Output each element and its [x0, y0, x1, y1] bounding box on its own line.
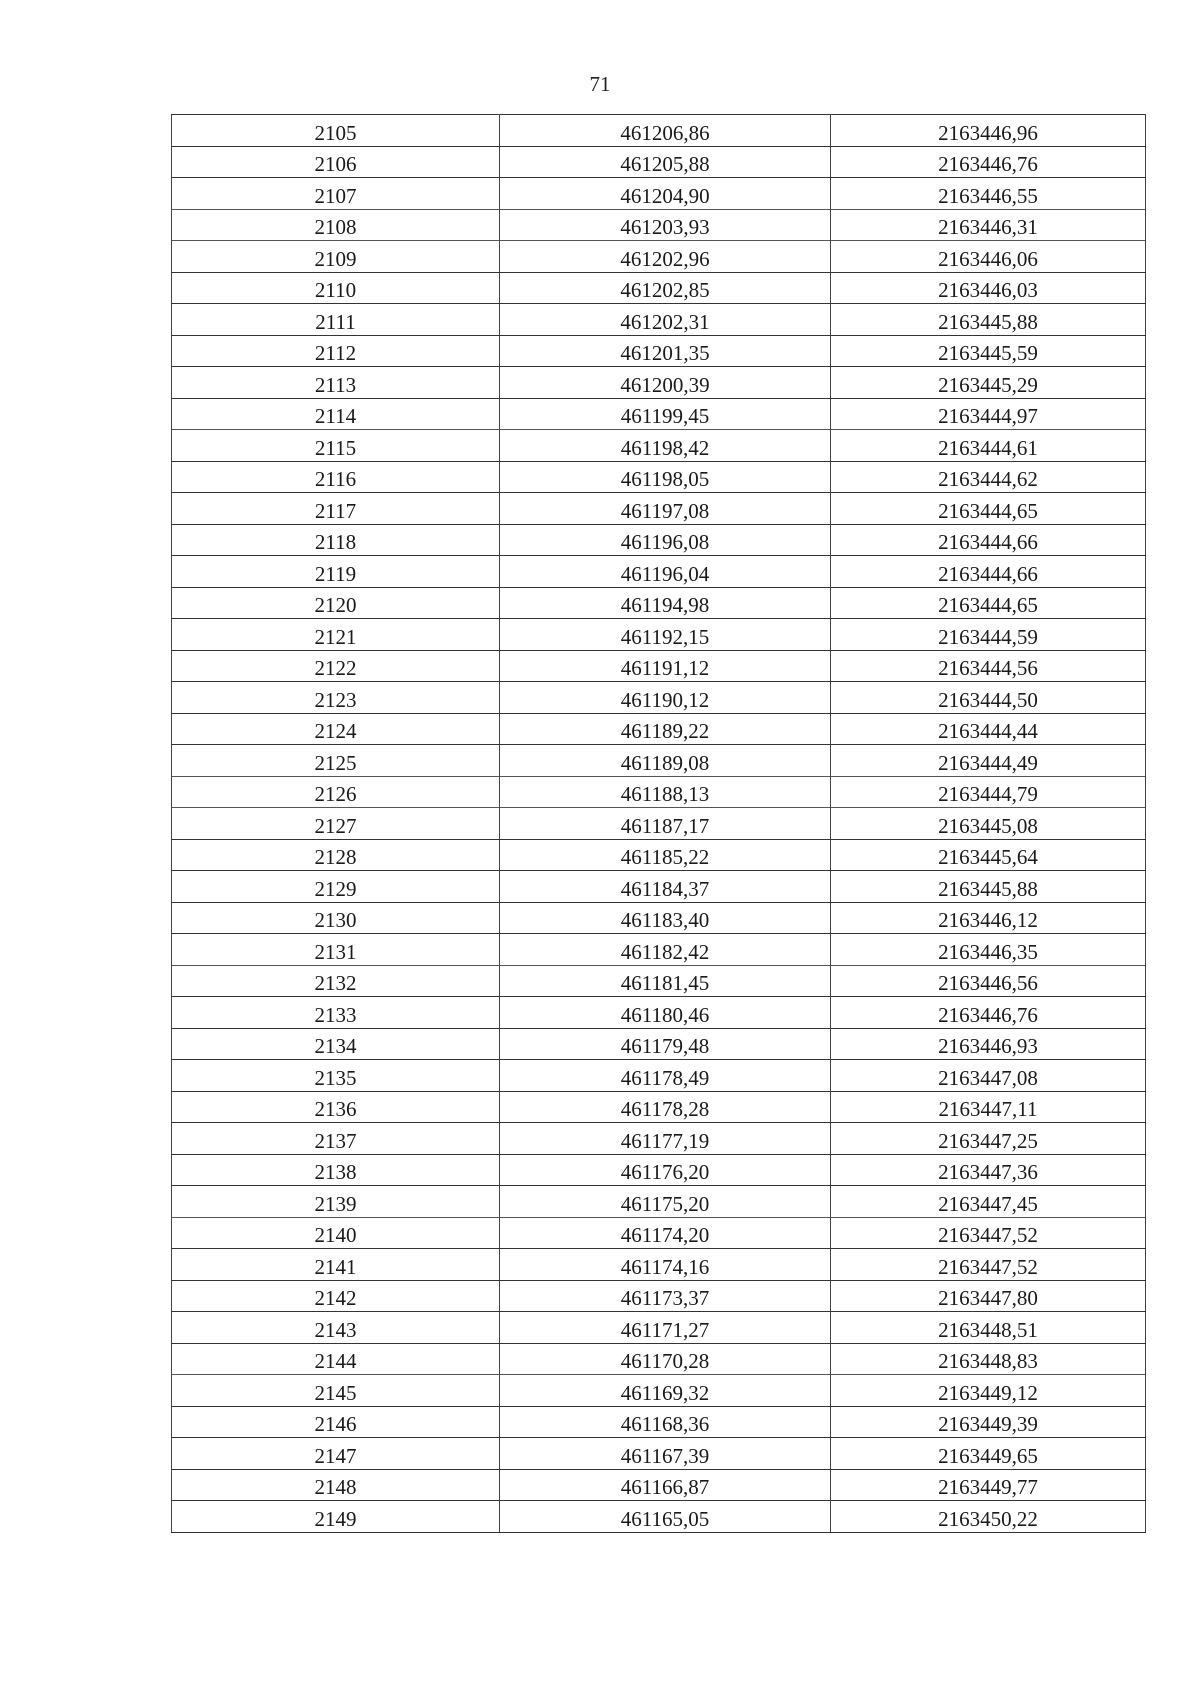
- y-coordinate-cell: 2163445,59: [831, 335, 1146, 367]
- table-row: [172, 650, 1146, 682]
- y-coordinate-cell: 2163450,22: [831, 1501, 1146, 1533]
- y-coordinate-cell: 2163449,12: [831, 1375, 1146, 1407]
- x-coordinate-cell: 461178,28: [500, 1091, 831, 1123]
- y-coordinate-cell: 2163444,49: [831, 745, 1146, 777]
- table-row: [172, 1312, 1146, 1344]
- y-coordinate-cell: 2163445,64: [831, 839, 1146, 871]
- table-row: [172, 1028, 1146, 1060]
- point-number-cell: 2112: [172, 335, 500, 367]
- point-number-cell: 2139: [172, 1186, 500, 1218]
- coordinates-table-body: [172, 115, 1146, 1533]
- x-coordinate-cell: 461181,45: [500, 965, 831, 997]
- x-coordinate-cell: 461174,20: [500, 1217, 831, 1249]
- y-coordinate-cell: 2163444,65: [831, 587, 1146, 619]
- y-coordinate-cell: 2163449,77: [831, 1469, 1146, 1501]
- coordinates-table: [171, 114, 1146, 1533]
- table-row: [172, 587, 1146, 619]
- point-number-cell: 2141: [172, 1249, 500, 1281]
- table-row: [172, 776, 1146, 808]
- point-number-cell: 2117: [172, 493, 500, 525]
- point-number-cell: 2126: [172, 776, 500, 808]
- y-coordinate-cell: 2163444,62: [831, 461, 1146, 493]
- y-coordinate-cell: 2163447,52: [831, 1249, 1146, 1281]
- point-number-cell: 2147: [172, 1438, 500, 1470]
- point-number-cell: 2132: [172, 965, 500, 997]
- table-row: [172, 493, 1146, 525]
- y-coordinate-cell: 2163446,76: [831, 997, 1146, 1029]
- point-number-cell: 2114: [172, 398, 500, 430]
- x-coordinate-cell: 461204,90: [500, 178, 831, 210]
- table-row: [172, 1249, 1146, 1281]
- x-coordinate-cell: 461196,08: [500, 524, 831, 556]
- y-coordinate-cell: 2163448,83: [831, 1343, 1146, 1375]
- y-coordinate-cell: 2163447,52: [831, 1217, 1146, 1249]
- x-coordinate-cell: 461200,39: [500, 367, 831, 399]
- x-coordinate-cell: 461198,42: [500, 430, 831, 462]
- x-coordinate-cell: 461198,05: [500, 461, 831, 493]
- point-number-cell: 2116: [172, 461, 500, 493]
- table-row: [172, 1091, 1146, 1123]
- y-coordinate-cell: 2163446,03: [831, 272, 1146, 304]
- table-row: [172, 1123, 1146, 1155]
- table-row: [172, 178, 1146, 210]
- table-row: [172, 619, 1146, 651]
- x-coordinate-cell: 461179,48: [500, 1028, 831, 1060]
- point-number-cell: 2145: [172, 1375, 500, 1407]
- x-coordinate-cell: 461202,85: [500, 272, 831, 304]
- x-coordinate-cell: 461205,88: [500, 146, 831, 178]
- y-coordinate-cell: 2163444,97: [831, 398, 1146, 430]
- point-number-cell: 2118: [172, 524, 500, 556]
- point-number-cell: 2105: [172, 115, 500, 147]
- x-coordinate-cell: 461185,22: [500, 839, 831, 871]
- table-row: [172, 1060, 1146, 1092]
- point-number-cell: 2125: [172, 745, 500, 777]
- y-coordinate-cell: 2163446,76: [831, 146, 1146, 178]
- y-coordinate-cell: 2163446,12: [831, 902, 1146, 934]
- y-coordinate-cell: 2163447,45: [831, 1186, 1146, 1218]
- x-coordinate-cell: 461165,05: [500, 1501, 831, 1533]
- x-coordinate-cell: 461188,13: [500, 776, 831, 808]
- y-coordinate-cell: 2163444,59: [831, 619, 1146, 651]
- x-coordinate-cell: 461177,19: [500, 1123, 831, 1155]
- table-row: [172, 1343, 1146, 1375]
- y-coordinate-cell: 2163447,08: [831, 1060, 1146, 1092]
- x-coordinate-cell: 461191,12: [500, 650, 831, 682]
- y-coordinate-cell: 2163444,66: [831, 556, 1146, 588]
- x-coordinate-cell: 461175,20: [500, 1186, 831, 1218]
- point-number-cell: 2140: [172, 1217, 500, 1249]
- point-number-cell: 2142: [172, 1280, 500, 1312]
- y-coordinate-cell: 2163447,25: [831, 1123, 1146, 1155]
- point-number-cell: 2107: [172, 178, 500, 210]
- point-number-cell: 2121: [172, 619, 500, 651]
- x-coordinate-cell: 461190,12: [500, 682, 831, 714]
- x-coordinate-cell: 461182,42: [500, 934, 831, 966]
- table-row: [172, 1186, 1146, 1218]
- x-coordinate-cell: 461184,37: [500, 871, 831, 903]
- y-coordinate-cell: 2163445,88: [831, 871, 1146, 903]
- table-row: [172, 1217, 1146, 1249]
- table-row: [172, 745, 1146, 777]
- point-number-cell: 2122: [172, 650, 500, 682]
- x-coordinate-cell: 461202,31: [500, 304, 831, 336]
- table-row: [172, 1375, 1146, 1407]
- point-number-cell: 2130: [172, 902, 500, 934]
- point-number-cell: 2129: [172, 871, 500, 903]
- point-number-cell: 2108: [172, 209, 500, 241]
- table-row: [172, 1438, 1146, 1470]
- table-row: [172, 209, 1146, 241]
- x-coordinate-cell: 461169,32: [500, 1375, 831, 1407]
- table-row: [172, 682, 1146, 714]
- table-row: [172, 1280, 1146, 1312]
- y-coordinate-cell: 2163446,96: [831, 115, 1146, 147]
- table-row: [172, 461, 1146, 493]
- x-coordinate-cell: 461170,28: [500, 1343, 831, 1375]
- y-coordinate-cell: 2163445,29: [831, 367, 1146, 399]
- table-row: [172, 808, 1146, 840]
- y-coordinate-cell: 2163445,88: [831, 304, 1146, 336]
- y-coordinate-cell: 2163446,93: [831, 1028, 1146, 1060]
- y-coordinate-cell: 2163449,39: [831, 1406, 1146, 1438]
- x-coordinate-cell: 461196,04: [500, 556, 831, 588]
- y-coordinate-cell: 2163448,51: [831, 1312, 1146, 1344]
- point-number-cell: 2149: [172, 1501, 500, 1533]
- table-row: [172, 241, 1146, 273]
- x-coordinate-cell: 461176,20: [500, 1154, 831, 1186]
- point-number-cell: 2133: [172, 997, 500, 1029]
- y-coordinate-cell: 2163444,65: [831, 493, 1146, 525]
- table-row: [172, 272, 1146, 304]
- x-coordinate-cell: 461187,17: [500, 808, 831, 840]
- y-coordinate-cell: 2163444,61: [831, 430, 1146, 462]
- table-row: [172, 902, 1146, 934]
- point-number-cell: 2127: [172, 808, 500, 840]
- y-coordinate-cell: 2163444,56: [831, 650, 1146, 682]
- y-coordinate-cell: 2163446,35: [831, 934, 1146, 966]
- table-row: [172, 713, 1146, 745]
- point-number-cell: 2136: [172, 1091, 500, 1123]
- x-coordinate-cell: 461206,86: [500, 115, 831, 147]
- table-row: [172, 146, 1146, 178]
- table-row: [172, 1406, 1146, 1438]
- x-coordinate-cell: 461171,27: [500, 1312, 831, 1344]
- table-row: [172, 335, 1146, 367]
- y-coordinate-cell: 2163444,44: [831, 713, 1146, 745]
- point-number-cell: 2131: [172, 934, 500, 966]
- table-row: [172, 430, 1146, 462]
- x-coordinate-cell: 461197,08: [500, 493, 831, 525]
- table-row: [172, 398, 1146, 430]
- table-row: [172, 304, 1146, 336]
- point-number-cell: 2137: [172, 1123, 500, 1155]
- y-coordinate-cell: 2163444,50: [831, 682, 1146, 714]
- y-coordinate-cell: 2163446,31: [831, 209, 1146, 241]
- point-number-cell: 2119: [172, 556, 500, 588]
- x-coordinate-cell: 461194,98: [500, 587, 831, 619]
- y-coordinate-cell: 2163444,66: [831, 524, 1146, 556]
- point-number-cell: 2111: [172, 304, 500, 336]
- point-number-cell: 2135: [172, 1060, 500, 1092]
- point-number-cell: 2124: [172, 713, 500, 745]
- point-number-cell: 2144: [172, 1343, 500, 1375]
- x-coordinate-cell: 461174,16: [500, 1249, 831, 1281]
- page-number: 71: [589, 72, 611, 96]
- table-row: [172, 839, 1146, 871]
- y-coordinate-cell: 2163447,36: [831, 1154, 1146, 1186]
- point-number-cell: 2138: [172, 1154, 500, 1186]
- x-coordinate-cell: 461167,39: [500, 1438, 831, 1470]
- y-coordinate-cell: 2163444,79: [831, 776, 1146, 808]
- point-number-cell: 2128: [172, 839, 500, 871]
- point-number-cell: 2146: [172, 1406, 500, 1438]
- y-coordinate-cell: 2163446,56: [831, 965, 1146, 997]
- x-coordinate-cell: 461180,46: [500, 997, 831, 1029]
- table-row: [172, 965, 1146, 997]
- y-coordinate-cell: 2163445,08: [831, 808, 1146, 840]
- y-coordinate-cell: 2163447,80: [831, 1280, 1146, 1312]
- table-row: [172, 1154, 1146, 1186]
- x-coordinate-cell: 461189,08: [500, 745, 831, 777]
- point-number-cell: 2109: [172, 241, 500, 273]
- table-row: [172, 524, 1146, 556]
- x-coordinate-cell: 461199,45: [500, 398, 831, 430]
- x-coordinate-cell: 461168,36: [500, 1406, 831, 1438]
- table-row: [172, 115, 1146, 147]
- x-coordinate-cell: 461166,87: [500, 1469, 831, 1501]
- point-number-cell: 2134: [172, 1028, 500, 1060]
- x-coordinate-cell: 461178,49: [500, 1060, 831, 1092]
- x-coordinate-cell: 461203,93: [500, 209, 831, 241]
- point-number-cell: 2143: [172, 1312, 500, 1344]
- x-coordinate-cell: 461201,35: [500, 335, 831, 367]
- table-row: [172, 556, 1146, 588]
- table-row: [172, 934, 1146, 966]
- x-coordinate-cell: 461192,15: [500, 619, 831, 651]
- x-coordinate-cell: 461202,96: [500, 241, 831, 273]
- table-row: [172, 1469, 1146, 1501]
- x-coordinate-cell: 461183,40: [500, 902, 831, 934]
- y-coordinate-cell: 2163446,06: [831, 241, 1146, 273]
- x-coordinate-cell: 461189,22: [500, 713, 831, 745]
- point-number-cell: 2115: [172, 430, 500, 462]
- y-coordinate-cell: 2163447,11: [831, 1091, 1146, 1123]
- point-number-cell: 2148: [172, 1469, 500, 1501]
- point-number-cell: 2123: [172, 682, 500, 714]
- table-row: [172, 1501, 1146, 1533]
- point-number-cell: 2106: [172, 146, 500, 178]
- table-row: [172, 367, 1146, 399]
- table-row: [172, 997, 1146, 1029]
- point-number-cell: 2113: [172, 367, 500, 399]
- y-coordinate-cell: 2163446,55: [831, 178, 1146, 210]
- x-coordinate-cell: 461173,37: [500, 1280, 831, 1312]
- point-number-cell: 2110: [172, 272, 500, 304]
- y-coordinate-cell: 2163449,65: [831, 1438, 1146, 1470]
- point-number-cell: 2120: [172, 587, 500, 619]
- table-row: [172, 871, 1146, 903]
